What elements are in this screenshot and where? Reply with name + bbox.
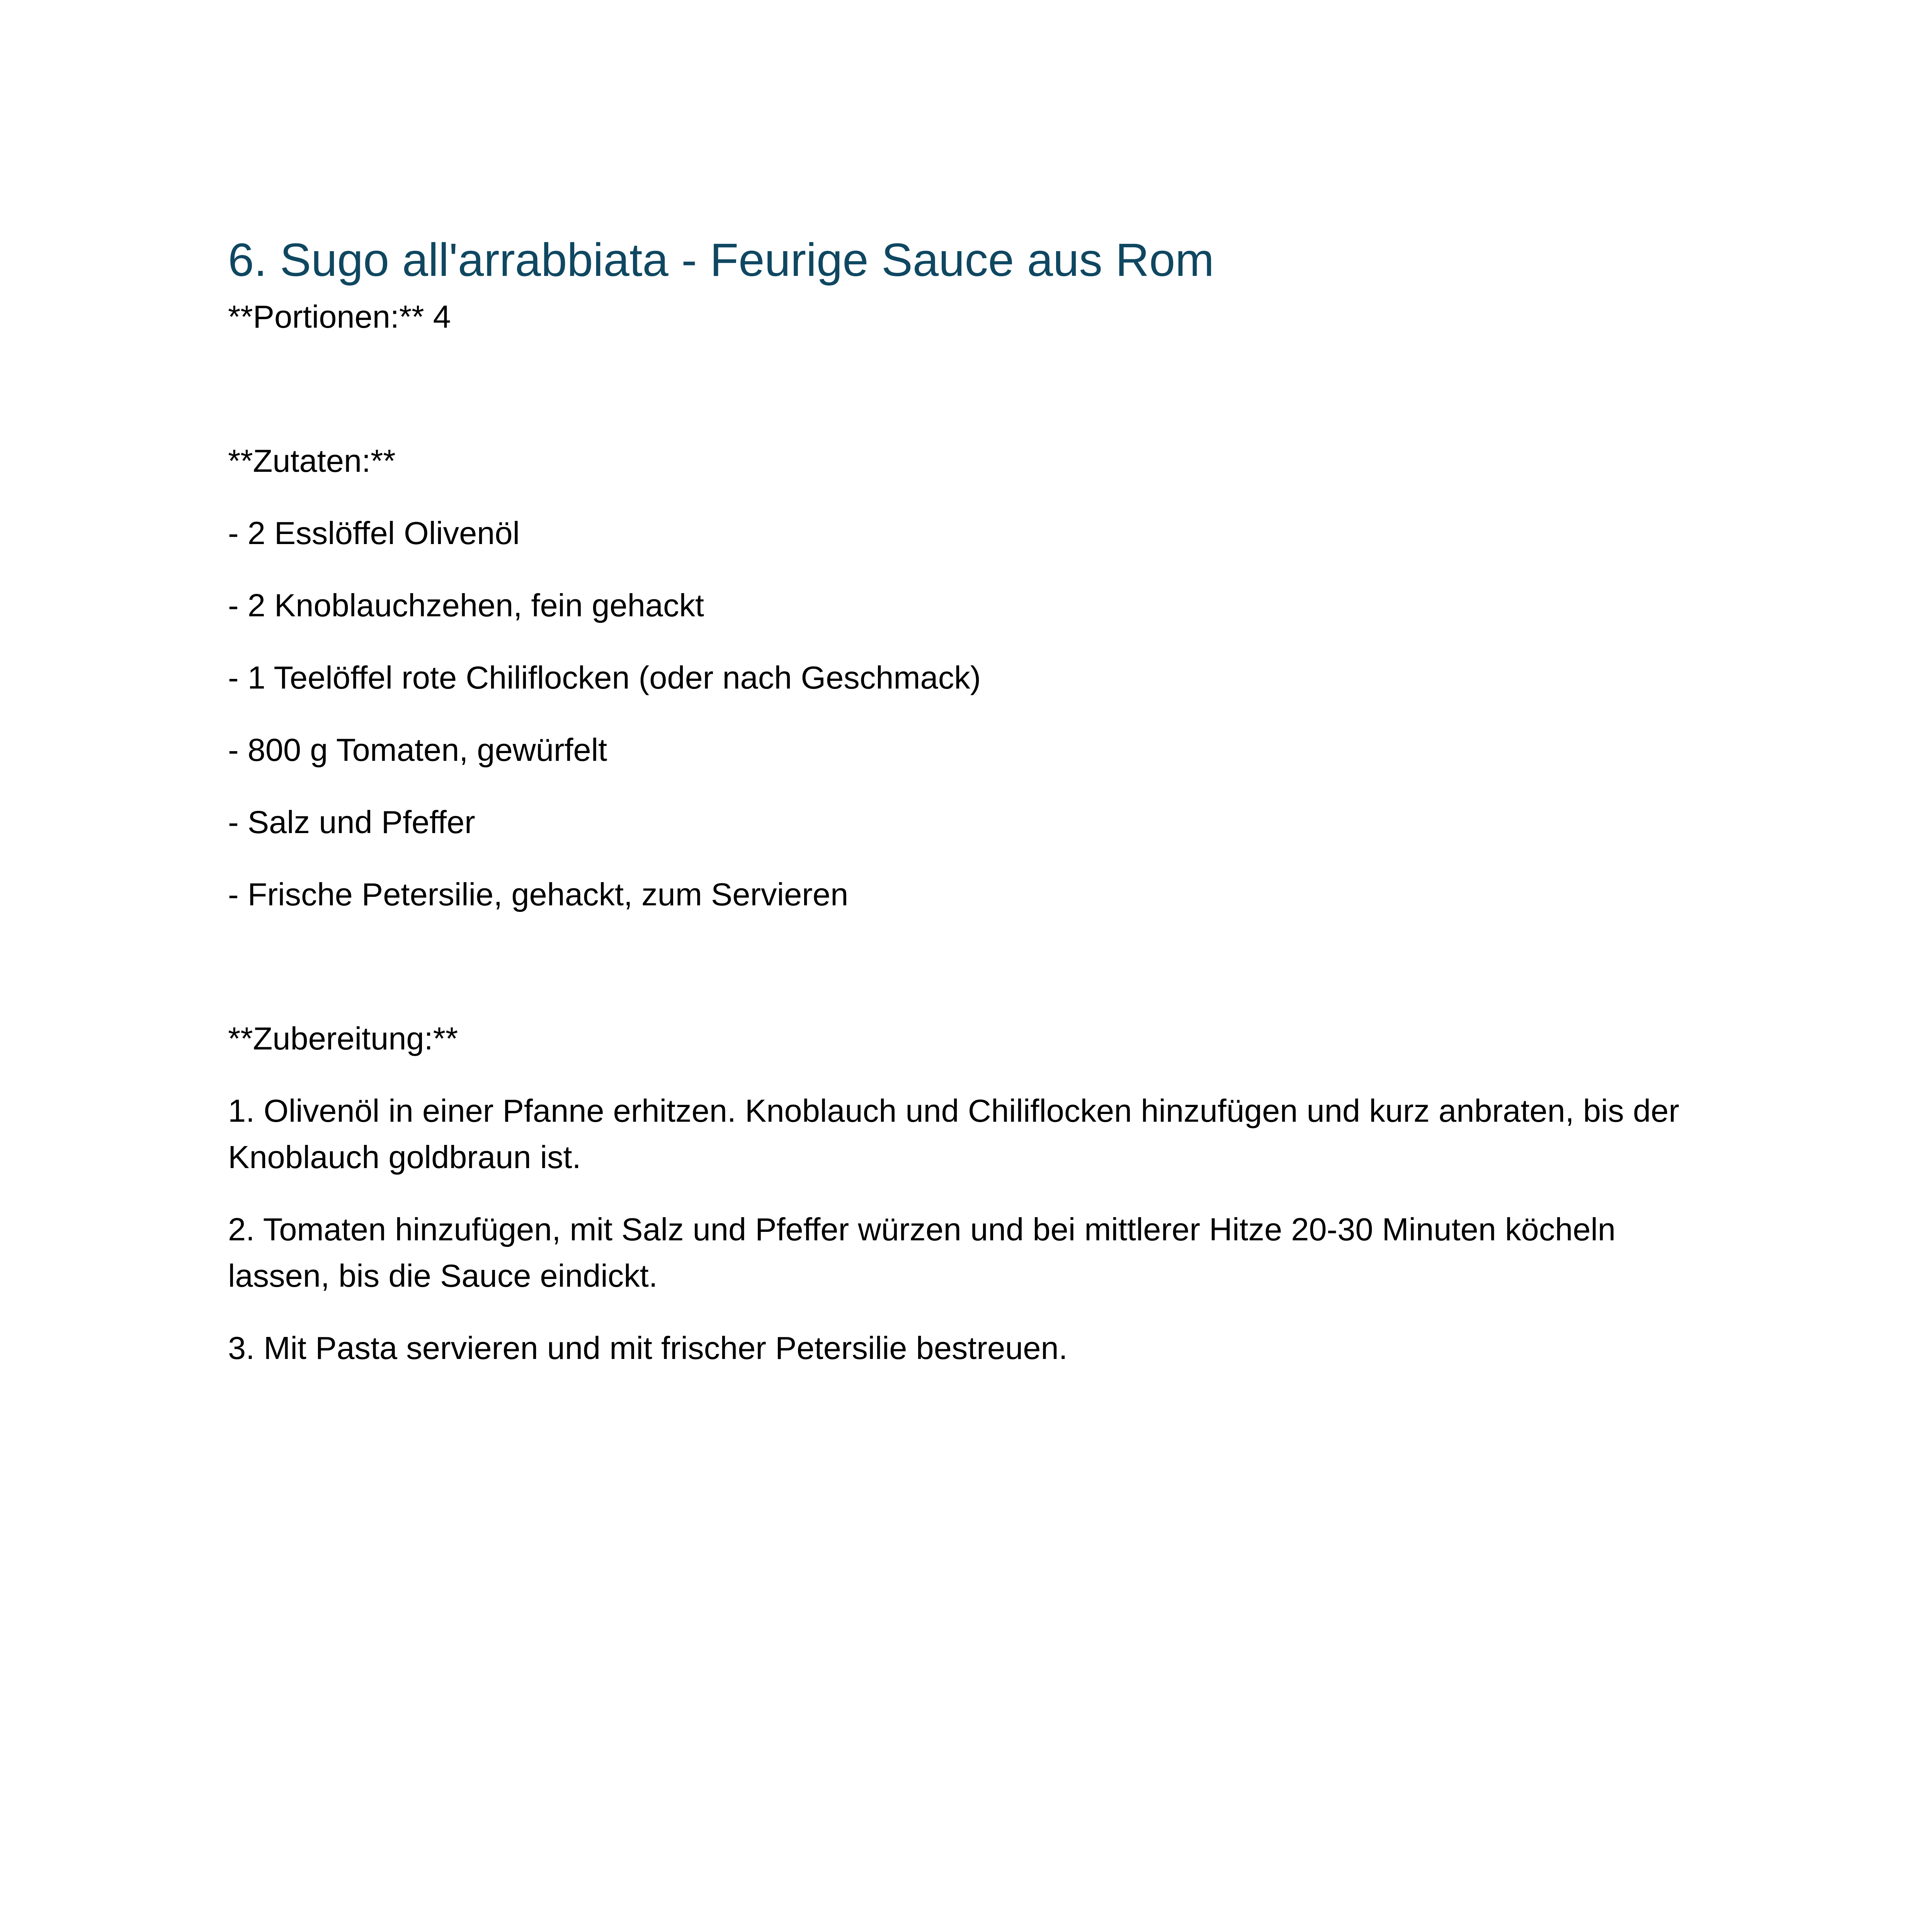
preparation-step: 3. Mit Pasta servieren und mit frischer Petersilie bestreuen. bbox=[228, 1330, 1068, 1366]
recipe-title: 6. Sugo all'arrabbiata - Feurige Sauce aus Rom bbox=[228, 233, 1214, 286]
preparation-steps bbox=[228, 1088, 1696, 1371]
ingredient-item: - 800 g Tomaten, gewürfelt bbox=[228, 732, 607, 768]
page-content bbox=[228, 226, 1696, 1371]
preparation-step: 2. Tomaten hinzufügen, mit Salz und Pfeffer würzen und bei mittlerer Hitze 20-30 Minuten köcheln lassen, bis die Sauce eindickt. bbox=[228, 1211, 1616, 1294]
ingredient-item: - 2 Esslöffel Olivenöl bbox=[228, 515, 520, 551]
ingredients-label: **Zutaten:** bbox=[228, 443, 396, 479]
preparation-step: 1. Olivenöl in einer Pfanne erhitzen. Knoblauch und Chiliflocken hinzufügen und kurz anbraten, bis der Knoblauch goldbraun ist. bbox=[228, 1093, 1679, 1175]
preparation-label: **Zubereitung:** bbox=[228, 1020, 458, 1056]
ingredient-item: - Frische Petersilie, gehackt, zum Servieren bbox=[228, 876, 849, 912]
servings-line: **Portionen:** 4 bbox=[228, 299, 451, 335]
ingredient-item: - 2 Knoblauchzehen, fein gehackt bbox=[228, 587, 704, 623]
ingredients-list bbox=[228, 510, 1696, 918]
ingredient-item: - Salz und Pfeffer bbox=[228, 804, 475, 840]
ingredient-item: - 1 Teelöffel rote Chiliflocken (oder nach Geschmack) bbox=[228, 660, 981, 696]
